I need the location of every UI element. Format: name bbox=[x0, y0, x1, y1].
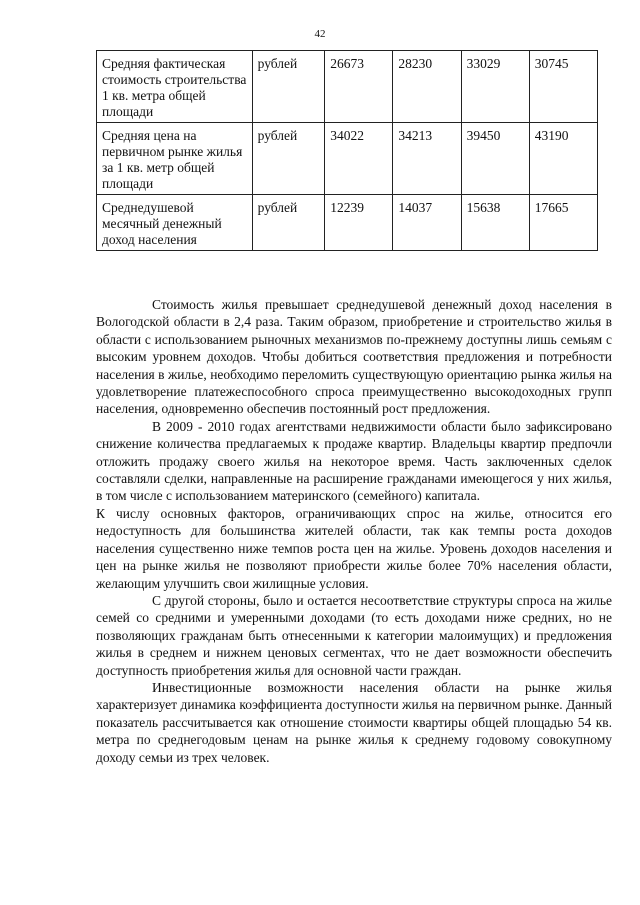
row-unit: рублей bbox=[252, 123, 325, 195]
table-row bbox=[97, 195, 598, 251]
table-cell: 30745 bbox=[529, 51, 597, 123]
page-number: 42 bbox=[314, 28, 326, 40]
row-unit: рублей bbox=[252, 51, 325, 123]
table-cell: 17665 bbox=[529, 195, 597, 251]
table-cell: 34022 bbox=[325, 123, 393, 195]
table-cell: 12239 bbox=[325, 195, 393, 251]
paragraph: С другой стороны, было и остается несоответствие структуры спроса на жилье семей со средними и умеренными доходами (то есть доходами ниже средних, но не позволяющих гражданам быть отнесенными к категории малоимущих) и предложения жилья в среднем и нижнем ценовых сегментах, что не дает возможности обеспечить доступность приобретения жилья для основной части граждан. bbox=[96, 592, 612, 678]
table-cell: 28230 bbox=[393, 51, 461, 123]
row-label: Среднедушевой месячный денежный доход населения bbox=[97, 195, 253, 251]
paragraph: Стоимость жилья превышает среднедушевой денежный доход населения в Вологодской области в 2,4 раза. Таким образом, приобретение и строительство жилья в области с использованием рыночных механизмов по-прежнему доступны лишь семьям с высоким уровнем доходов. Чтобы добиться соответствия предложения и потребности населения в жилье, необходимо переломить существующую ориентацию рынка жилья на удовлетворение платежеспособного спроса преимущественно высокодоходных групп населения, одновременно обеспечив постоянный рост предложения. bbox=[96, 297, 612, 417]
table-cell: 33029 bbox=[461, 51, 529, 123]
table-row bbox=[97, 123, 598, 195]
table-cell: 15638 bbox=[461, 195, 529, 251]
row-unit: рублей bbox=[252, 195, 325, 251]
body-text bbox=[96, 296, 612, 766]
table-cell: 14037 bbox=[393, 195, 461, 251]
table-row bbox=[97, 51, 598, 123]
paragraph: Инвестиционные возможности населения области на рынке жилья характеризует динамика коэффициента доступности жилья на первичном рынке. Данный показатель рассчитывается как отношение стоимости квартиры общей площадью 54 кв. метра по среднегодовым ценам на рынке жилья к среднему годовому совокупному доходу семьи из трех человек. bbox=[96, 679, 612, 765]
row-label: Средняя фактическая стоимость строительства 1 кв. метра общей площади bbox=[97, 51, 253, 123]
paragraph: В 2009 - 2010 годах агентствами недвижимости области было зафиксировано снижение количества предлагаемых к продаже квартир. Владельцы квартир предпочли отложить продажу своего жилья на некоторое время. Часть заключенных сделок составляли сделки, направленные на расширение гражданами имеющегося у них жилья, в том числе с использованием материнского (семейного) капитала. bbox=[96, 418, 612, 504]
table-cell: 43190 bbox=[529, 123, 597, 195]
statistics-table bbox=[96, 50, 598, 251]
row-label: Средняя цена на первичном рынке жилья за 1 кв. метр общей площади bbox=[97, 123, 253, 195]
table-cell: 39450 bbox=[461, 123, 529, 195]
paragraph: К числу основных факторов, ограничивающих спрос на жилье, относится его недоступность для большинства жителей области, так как темпы роста доходов населения существенно ниже темпов роста цен на жилье. Уровень доходов населения и цен на рынке жилья не позволяют приобрести жилье более 70% населения области, желающим улучшить свои жилищные условия. bbox=[96, 505, 612, 591]
table-cell: 26673 bbox=[325, 51, 393, 123]
table-cell: 34213 bbox=[393, 123, 461, 195]
